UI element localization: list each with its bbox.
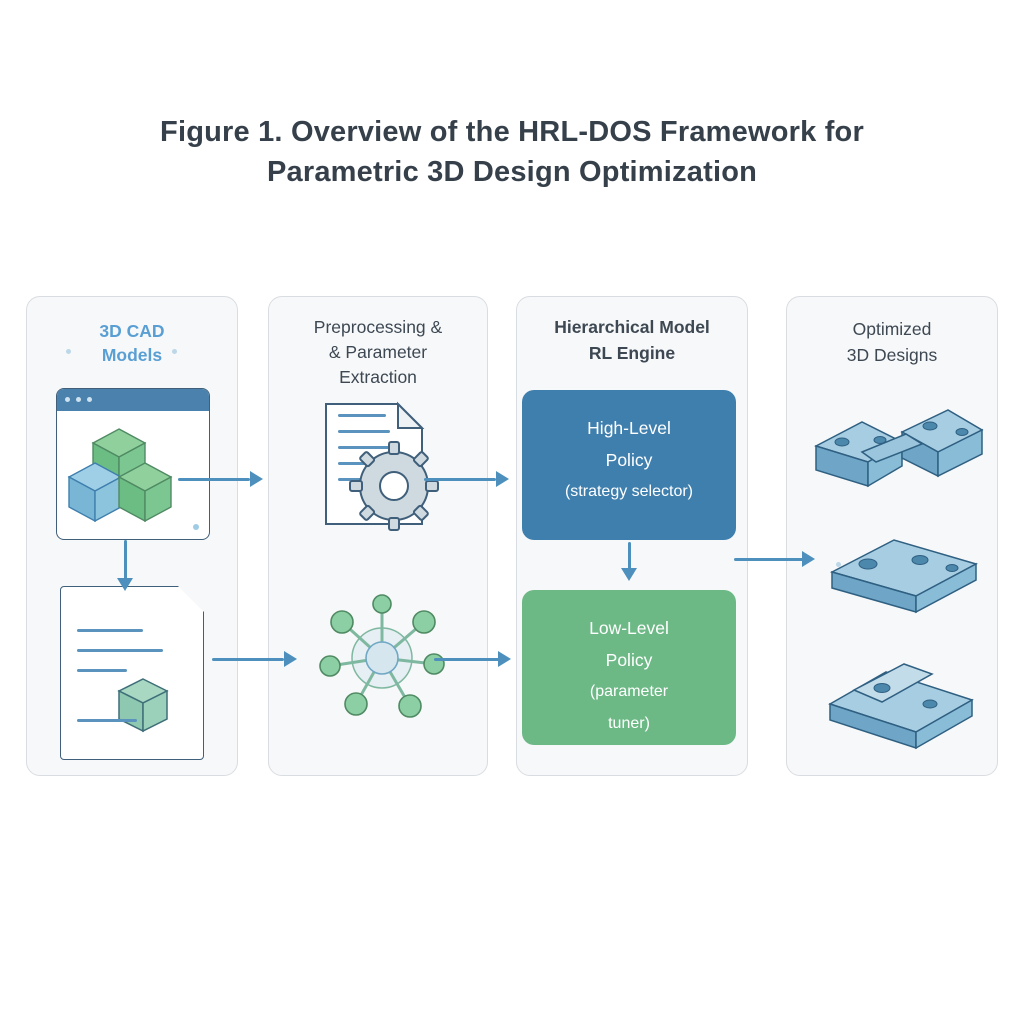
high-level-policy-line-2: Policy [605, 450, 653, 470]
low-level-policy-line-1: Low-Level [589, 618, 669, 638]
figure-title-line-2: Parametric 3D Design Optimization [266, 156, 758, 188]
high-level-policy-line-3: (strategy selector) [564, 483, 694, 500]
arrow-graph-to-low-level-policy [434, 658, 500, 661]
arrow-input-to-preprocessing [178, 478, 250, 481]
status-dot-icon [193, 524, 199, 530]
document-text-line [77, 629, 143, 632]
machined-block-part-icon [820, 648, 984, 758]
arrow-preprocessing-to-engine [424, 478, 496, 481]
decorative-dot [172, 349, 177, 354]
low-level-policy-box[interactable] [522, 590, 736, 745]
arrow-head-icon [621, 568, 637, 581]
arrow-head-icon [284, 651, 297, 667]
arrow-head-icon [496, 471, 509, 487]
document-fold-corner [178, 586, 204, 612]
document-gear-icon [312, 398, 452, 548]
low-level-policy-line-2: Policy [605, 650, 653, 670]
document-text-line [77, 719, 137, 722]
window-dot-icon [87, 397, 92, 402]
molecule-network-icon [312, 588, 452, 728]
panel-engine-title-line-2: RL Engine [588, 343, 676, 363]
panel-input-title-line-2: Models [101, 345, 163, 365]
window-body [57, 411, 209, 539]
arrow-head-icon [498, 651, 511, 667]
panel-preproc-title-line-3: Extraction [339, 367, 417, 387]
arrow-engine-to-output [734, 558, 804, 561]
isometric-cubes-icon [57, 411, 209, 539]
panel-preproc-title-line-1: Preprocessing & [313, 317, 443, 337]
window-dot-icon [65, 397, 70, 402]
low-level-policy-line-4: tuner) [608, 715, 650, 732]
figure-title-line-1: Figure 1. Overview of the HRL-DOS Framework for [160, 116, 864, 148]
3d-cad-window-icon [56, 388, 210, 540]
decorative-dot [836, 562, 841, 567]
arrow-head-icon [250, 471, 263, 487]
figure-title [62, 112, 962, 192]
arrow-document-to-graph [212, 658, 284, 661]
machined-bracket-part-icon [806, 404, 986, 508]
high-level-policy-line-1: High-Level [587, 418, 671, 438]
panel-input-title-line-1: 3D CAD [99, 321, 165, 341]
arrow-head-icon [802, 551, 815, 567]
high-level-policy-box[interactable] [522, 390, 736, 540]
low-level-policy-line-3: (parameter [589, 683, 669, 700]
arrow-head-icon [117, 578, 133, 591]
panel-preproc-title-line-2: & Parameter [328, 342, 428, 362]
cad-document-icon [60, 586, 204, 760]
window-dot-icon [76, 397, 81, 402]
panel-output-title-line-1: Optimized [852, 319, 932, 339]
window-titlebar [57, 389, 209, 411]
document-cube-icon [113, 671, 185, 747]
document-text-line [77, 649, 163, 652]
panel-engine-title-line-1: Hierarchical Model [554, 317, 710, 337]
panel-output-title-line-2: 3D Designs [846, 345, 938, 365]
machined-rail-part-icon [824, 530, 984, 620]
decorative-dot [66, 349, 71, 354]
